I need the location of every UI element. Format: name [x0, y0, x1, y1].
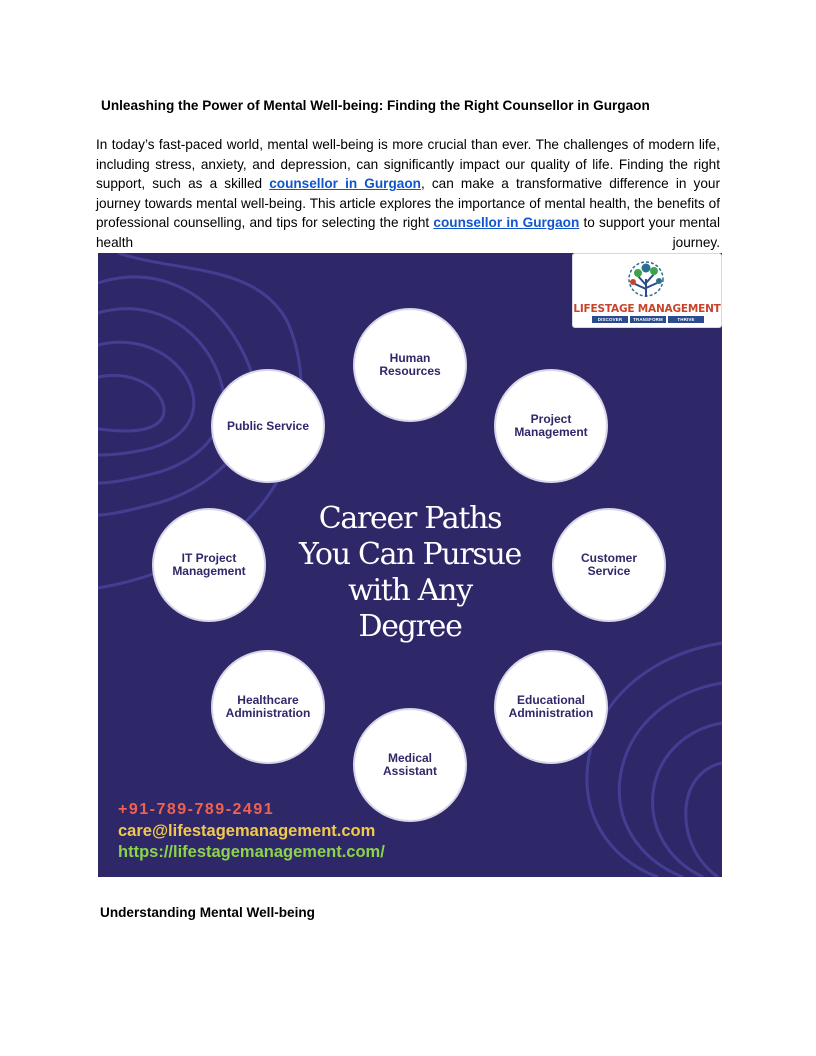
logo-tag-thrive: THRIVE	[668, 316, 704, 323]
section-heading: Understanding Mental Well-being	[100, 905, 315, 920]
banner-headline: Career Paths You Can Pursue with Any Degree	[299, 501, 521, 644]
intro-text-2: , can make a transformative difference in your journey towards mental well-being. This article explores the importance of mental health, the benefits of professional counselling, and tips for selecting the right	[96, 176, 720, 231]
logo-tag-discover: DISCOVER	[592, 316, 628, 323]
circle-it-project-management: IT Project Management	[152, 508, 266, 622]
contact-email: care@lifestagemanagement.com	[118, 822, 376, 840]
circle-human-resources: Human Resources	[353, 308, 467, 422]
counsellor-link-2[interactable]: counsellor in Gurgaon	[433, 215, 580, 231]
circle-public-service: Public Service	[211, 369, 325, 483]
logo-tag-transform: TRANSFORM	[630, 316, 666, 323]
logo-name: LIFESTAGE MANAGEMENT	[573, 303, 721, 315]
contact-website: https://lifestagemanagement.com/	[118, 843, 385, 861]
intro-paragraph	[96, 135, 720, 253]
logo-tagline	[592, 316, 704, 323]
circle-project-management: Project Management	[494, 369, 608, 483]
lifestage-management-logo	[572, 253, 722, 328]
intro-text-3: to support your mental health journey.	[96, 215, 721, 250]
circle-educational-administration: Educational Administration	[494, 650, 608, 764]
circle-healthcare-administration: Healthcare Administration	[211, 650, 325, 764]
intro-text-1: In today’s fast-paced world, mental well-being is more crucial than ever. The challenges of modern life, including stress, anxiety, and depression, can significantly impact our quality of life. Finding the right support, such as a skilled	[96, 137, 720, 192]
counsellor-link-1[interactable]: counsellor in Gurgaon	[269, 176, 421, 192]
contact-phone: +91-789-789-2491	[118, 801, 275, 818]
circle-medical-assistant: Medical Assistant	[353, 708, 467, 822]
tree-of-life-icon	[619, 259, 673, 301]
career-paths-banner	[98, 253, 722, 877]
circle-customer-service: Customer Service	[552, 508, 666, 622]
document-title: Unleashing the Power of Mental Well-being: Finding the Right Counsellor in Gurgaon	[101, 98, 650, 113]
